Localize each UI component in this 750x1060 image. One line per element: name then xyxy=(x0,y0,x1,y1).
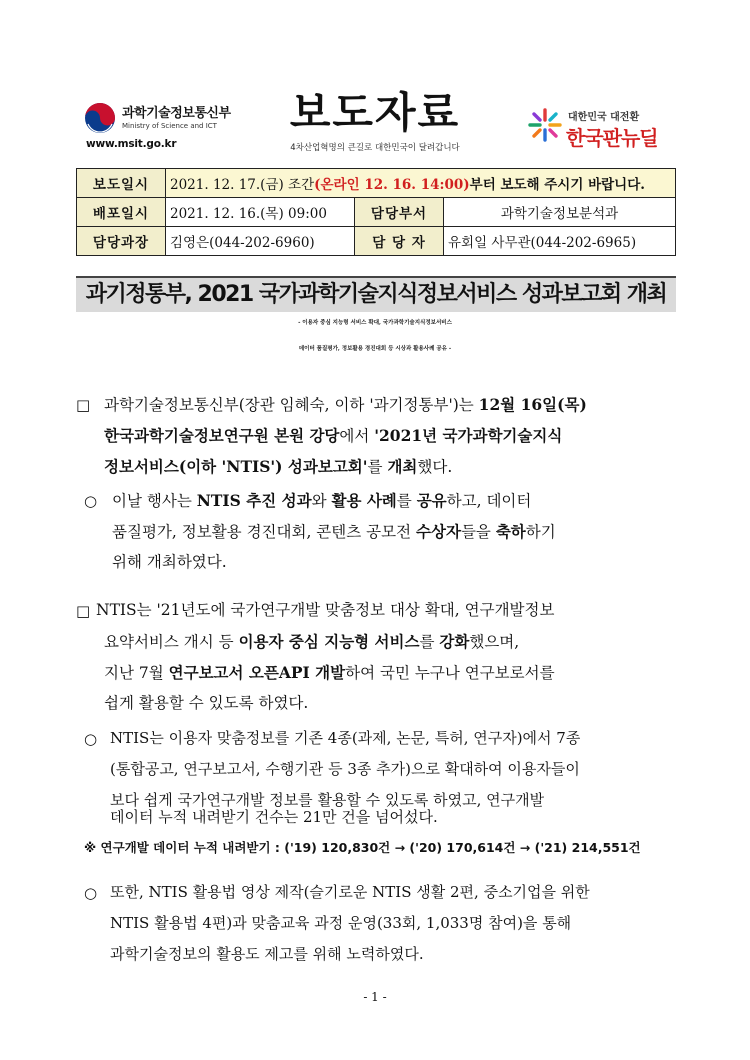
release-date: 2021. 12. 17.(금) 조간 xyxy=(170,177,315,193)
text-run: 지난 7월 xyxy=(104,664,169,682)
download-stats-note xyxy=(84,838,641,856)
paragraph-5-line-1: 또한, NTIS 활용법 영상 제작(슬기로운 NTIS 생활 2편, 중소기업을 위한 xyxy=(110,883,590,901)
ministry-name: 과학기술정보통신부 xyxy=(122,106,231,121)
text-run: 를 xyxy=(367,458,388,476)
staff-label: 담 당 자 xyxy=(355,227,444,256)
paragraph-1-line-2 xyxy=(104,420,562,452)
distribute-row xyxy=(77,198,676,227)
text-run: 활용 사례 xyxy=(331,491,397,510)
ministry-english-name: Ministry of Science and ICT xyxy=(122,122,217,130)
text-run: 요약서비스 개시 등 xyxy=(104,633,239,651)
text-run: 했다. xyxy=(417,458,453,476)
distribute-label: 배포일시 xyxy=(77,198,166,227)
paragraph-4-line-3: 보다 쉽게 국가연구개발 정보를 활용할 수 있도록 하였고, 연구개발 xyxy=(110,791,545,809)
dept-value: 과학기술정보분석과 xyxy=(444,198,676,227)
paragraph-4-line-4: 데이터 누적 내려받기 건수는 21만 건을 넘어섰다. xyxy=(110,808,438,826)
text-run: NTIS 추진 성과 xyxy=(196,491,312,510)
text-run: 를 xyxy=(419,633,440,651)
headline: 과기정통부, 2021 국가과학기술지식정보서비스 성과보고회 개최 xyxy=(76,276,676,312)
paragraph-3-line-2 xyxy=(104,626,519,658)
paragraph-2-line-2 xyxy=(112,516,556,548)
page-title: 보도자료 xyxy=(289,88,461,137)
note-text: 연구개발 데이터 누적 내려받기 : ('19) 120,830건 → ('20) 170,614건 → ('21) 214,551건 xyxy=(100,840,641,855)
paragraph-5-line-2: NTIS 활용법 4편)과 맞춤교육 과정 운영(33회, 1,033명 참여)을 통해 xyxy=(110,914,572,932)
dept-label: 담당부서 xyxy=(355,198,444,227)
manager-row xyxy=(77,227,676,256)
new-deal-title: 한국판뉴딜 xyxy=(566,126,658,150)
text-run: 에서 xyxy=(339,427,375,445)
paragraph-3-line-3 xyxy=(104,657,555,689)
paragraph-2-line-3: 위해 개최하였다. xyxy=(112,553,227,571)
release-online-time: (온라인 12. 16. 14:00) xyxy=(314,177,470,193)
paragraph-1-line-1 xyxy=(104,389,587,421)
manager-value: 김영은(044-202-6960) xyxy=(166,227,355,256)
ministry-url: www.msit.go.kr xyxy=(86,138,177,150)
text-run: 했으며, xyxy=(469,633,520,651)
subtitle-line-1: - 이용자 중심 지능형 서비스 확대, 국가과학기술지식정보서비스 xyxy=(298,320,452,326)
text-run: 공유 xyxy=(416,491,447,510)
circle-bullet-icon: ○ xyxy=(84,730,98,748)
text-run: 수상자 xyxy=(416,522,461,541)
paragraph-2-line-1 xyxy=(112,485,531,517)
text-run: 강화 xyxy=(439,632,470,651)
korean-new-deal-logo xyxy=(528,102,678,150)
text-run: 축하 xyxy=(495,522,526,541)
text-run: 하여 국민 누구나 연구보로서를 xyxy=(345,664,555,682)
text-run: 하고, 데이터 xyxy=(446,492,532,510)
text-run: 들을 xyxy=(460,523,496,541)
text-run: 와 xyxy=(311,492,332,510)
text-run: 하기 xyxy=(525,523,556,541)
slogan: 4차산업혁명의 큰길로 대한민국이 달려갑니다 xyxy=(290,143,460,153)
page-number: - 1 - xyxy=(363,990,387,1004)
release-note: 부터 보도해 주시기 바랍니다. xyxy=(469,177,645,193)
square-bullet-icon: □ xyxy=(76,602,91,620)
event-name: '2021년 국가과학기술지식 xyxy=(374,426,563,445)
release-row xyxy=(77,169,676,198)
venue: 한국과학기술정보연구원 본원 강당 xyxy=(104,426,340,445)
release-info-table xyxy=(76,168,676,256)
text-run: 과학기술정보통신부(장관 임혜숙, 이하 '과기정통부')는 xyxy=(104,396,479,414)
note-mark-icon: ※ xyxy=(84,840,97,855)
paragraph-4-line-1: NTIS는 이용자 맞춤정보를 기존 4종(과제, 논문, 특허, 연구자)에서 7종 xyxy=(110,729,581,747)
text-run: 를 xyxy=(396,492,417,510)
press-header xyxy=(0,88,750,160)
paragraph-3-line-4: 쉽게 활용할 수 있도록 하였다. xyxy=(104,694,309,712)
text-run: 이용자 중심 지능형 서비스 xyxy=(238,632,420,651)
event-date: 12월 16일(목) xyxy=(478,395,587,414)
circle-bullet-icon: ○ xyxy=(84,884,98,902)
paragraph-3-line-1: NTIS는 '21년도에 국가연구개발 맞춤정보 대상 확대, 연구개발정보 xyxy=(96,601,555,619)
release-label: 보도일시 xyxy=(77,169,166,198)
square-bullet-icon: □ xyxy=(76,396,91,414)
staff-value: 유회일 사무관(044-202-6965) xyxy=(444,227,676,256)
paragraph-4-line-2: (통합공고, 연구보고서, 수행기관 등 3종 추가)으로 확대하여 이용자들이 xyxy=(110,760,580,778)
circle-bullet-icon: ○ xyxy=(84,492,98,510)
subtitle-line-2: 데이터 품질평가, 정보활용 경진대회 등 시상과 활용사례 공유 - xyxy=(298,346,452,352)
text-run: 연구보고서 오픈API 개발 xyxy=(168,663,346,682)
paragraph-1-line-3 xyxy=(104,451,452,483)
distribute-value: 2021. 12. 16.(목) 09:00 xyxy=(166,198,355,227)
manager-label: 담당과장 xyxy=(77,227,166,256)
release-value xyxy=(166,169,676,198)
text-run: 개최 xyxy=(387,457,418,476)
text-run: 이날 행사는 xyxy=(112,492,197,510)
text-run: 품질평가, 정보활용 경진대회, 콘텐츠 공모전 xyxy=(112,523,417,541)
new-deal-burst-icon xyxy=(528,108,562,142)
event-name-cont: 정보서비스(이하 'NTIS') 성과보고회' xyxy=(104,457,368,476)
paragraph-5-line-3: 과학기술정보의 활용도 제고를 위해 노력하였다. xyxy=(110,945,424,963)
new-deal-subtitle: 대한민국 대전환 xyxy=(568,112,640,123)
